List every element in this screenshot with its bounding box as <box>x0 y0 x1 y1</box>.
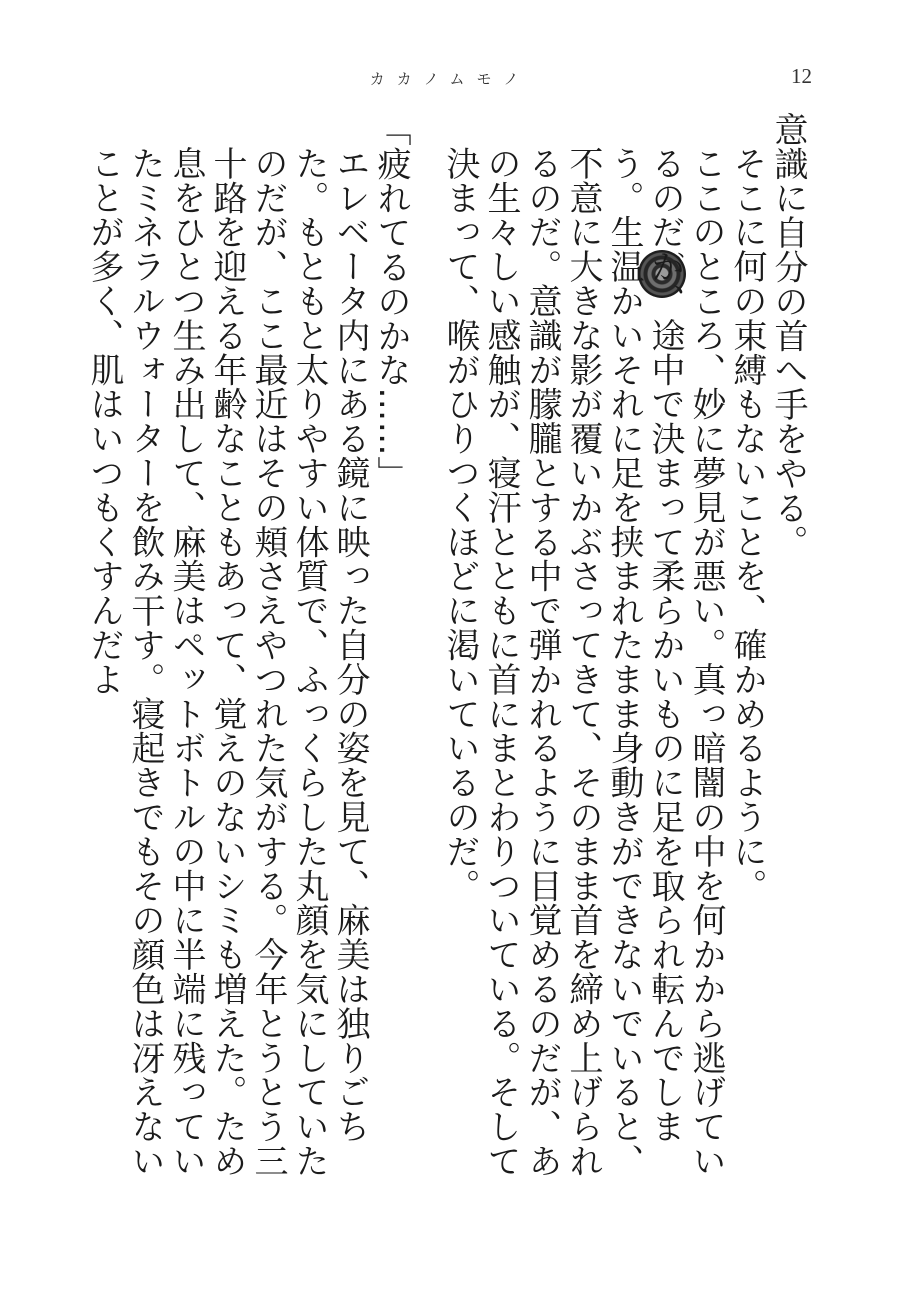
paragraph-2: そこに何の束縛もないことを、確かめるように。 <box>727 146 767 903</box>
running-title: カカノムモノ <box>369 70 531 88</box>
page-number: 12 <box>791 64 812 88</box>
paragraph-1: 意識に自分の首へ手をやる。 <box>768 112 808 560</box>
paragraph-4: 「疲れてるのかな……」 <box>371 112 411 491</box>
paragraph-5: エレベータ内にある鏡に映った自分の姿を見て、麻美は独りごちた。もともと太りやすい体質で、ふっくらした丸顔を気にしていたのだが、ここ最近はその頬さえやつれた気がする。今年とうとう三十路を迎える年齢なこともあって、覚えのないシミも増えた。ため息をひとつ生み出して、麻美はペットボトルの中に半端に残っていたミネラルウォーターを飲み干す。寝起きでもその顔色は冴えないことが多く、肌はいつもくすんだよ <box>84 146 370 1178</box>
vertical-body-text <box>84 112 808 1207</box>
paragraph-3: ここのところ、妙に夢見が悪い。真っ暗闇の中を何かから逃げているのだが、途中で決まって柔らかいものに足を取られ転んでしまう。生温かいそれに足を挟まれたまま身動きができないでいると、不意に大きな影が覆いかぶさってきて、そのまま首を締め上げられるのだ。意識が朦朧とする中で弾かれるように目覚めるのだが、あの生々しい感触が、寝汗とともに首にまとわりついている。そして決まって、喉がひりつくほどに渇いているのだ。 <box>440 146 726 1178</box>
